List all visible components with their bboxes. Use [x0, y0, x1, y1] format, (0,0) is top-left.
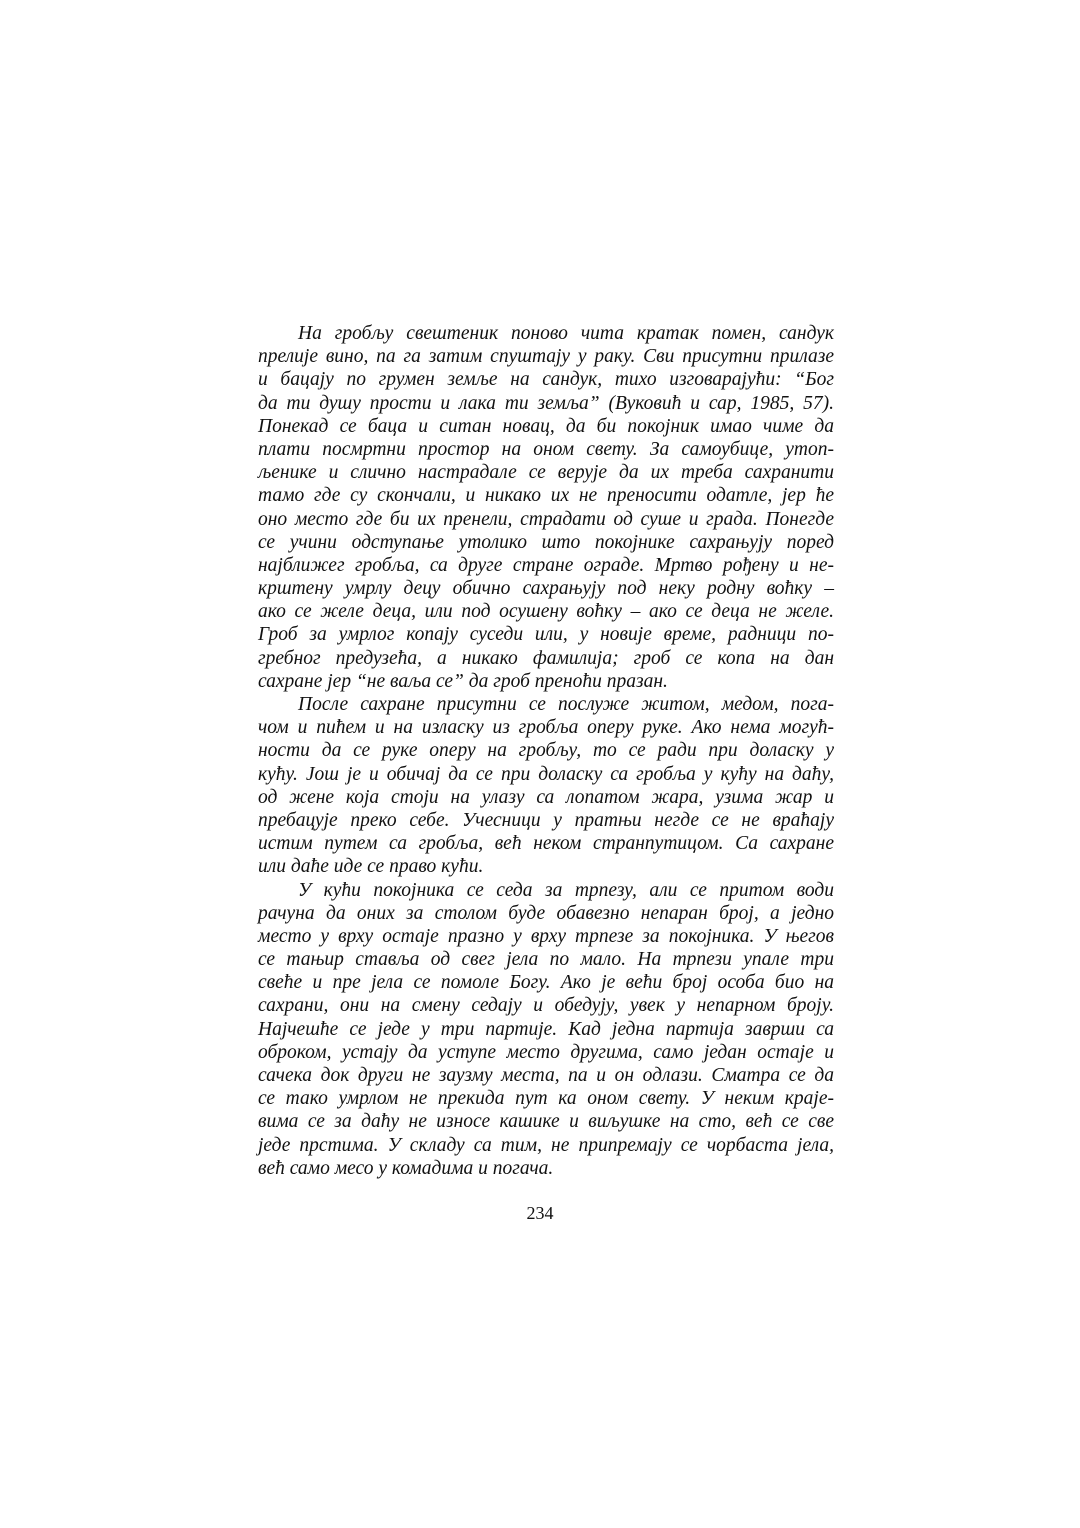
text-line: чом и пићем и на изласку из гробља оперу руке. Ако нема могућ-: [258, 717, 834, 739]
text-line: У кући покојника се седа за трпезу, али се притом води: [298, 879, 834, 901]
text-line: свеће и пре јела се помоле Богу. Ако је већи број особа био на: [258, 972, 834, 994]
text-line: ако се желе деца, или под осушену воћку – ако се деца не желе.: [258, 601, 834, 623]
text-line: тамо где су скончали, и никако их не преносити одатле, јер ће: [258, 485, 834, 507]
text-line: се тако умрлом не прекида пут ка оном свету. У неким краје-: [258, 1088, 834, 1110]
paragraph: [258, 322, 834, 693]
text-line: кућу. Још је и обичај да се при доласку са гробља у кућу на даћу,: [258, 763, 834, 785]
text-line: најближег гробља, са друге стране ограде. Мртво рођену и не-: [258, 554, 834, 576]
text-line: се учини одступање утолико што покојнике сахрањују поред: [258, 531, 834, 553]
text-line: На гробљу свештеник поново чита кратак помен, сандук: [298, 323, 834, 344]
text-line: оно место где би их пренели, страдати од суше и града. Понегде: [258, 508, 834, 530]
page-number: 234: [526, 1203, 554, 1223]
text-line: или даће иде се право кући.: [258, 856, 484, 878]
text-line: крштену умрлу децу обично сахрањују под неку родну воћку –: [258, 578, 834, 600]
text-line: да ти душу прости и лака ти земља” (Вуковић и сар, 1985, 57).: [258, 392, 834, 414]
text-line: пребацује преко себе. Учесници у пратњи негде се не враћају: [258, 809, 834, 831]
text-line: једе прстима. У складу са тим, не припремају се чорбаста јела,: [258, 1134, 834, 1156]
text-line: плати посмртни простор на оном свету. За самоубице, утоп-: [258, 438, 834, 460]
paragraph: [258, 879, 834, 1180]
text-line: сачека док други не заузму места, па и он одлази. Сматра се да: [258, 1065, 834, 1086]
text-line: Најчешће се једе у три партије. Кад једна партија заврши са: [258, 1018, 834, 1040]
text-line: и бацају по грумен земље на сандук, тихо изговарајући: “Бог: [258, 369, 834, 391]
text-line: ности да се руке оперу на гробљу, то се ради при доласку у: [258, 740, 834, 762]
paragraph: [258, 693, 834, 879]
text-line: Гроб за умрлог копају суседи или, у новије време, радници по-: [258, 624, 834, 646]
text-line: већ само месо у комадима и погача.: [258, 1157, 554, 1179]
text-line: рачуна да оних за столом буде обавезно непаран број, а једно: [258, 902, 834, 924]
text-line: Понекад се баца и ситан новац, да би покојник имао чиме да: [258, 415, 834, 437]
text-line: оброком, устају да уступе место другима, само један остаје и: [258, 1041, 834, 1063]
text-line: сахране јер “не ваља се” да гроб преноћи празан.: [258, 670, 668, 692]
body-text: [258, 322, 834, 1180]
text-line: сахрани, они на смену седају и обедују, увек у непарном броју.: [258, 995, 834, 1017]
text-line: место у врху остаје празно у врху трпезе за покојника. У његов: [258, 925, 834, 947]
text-line: гребног предузећа, а никако фамилија; гроб се копа на дан: [258, 647, 834, 669]
text-line: прелије вино, па га затим спуштају у раку. Сви присутни прилазе: [258, 346, 834, 368]
text-line: истим путем са гробља, већ неком странпутицом. Са сахране: [258, 833, 834, 855]
text-line: После сахране присутни се послуже житом, медом, пога-: [298, 694, 834, 715]
text-line: љенике и слично настрадале се верује да их треба сахранити: [258, 462, 834, 484]
text-line: од жене која стоји на улазу са лопатом жара, узима жар и: [258, 786, 834, 808]
text-line: вима се за даћу не износе кашике и виљушке на сто, већ се све: [258, 1111, 834, 1133]
text-line: се тањир ставља од свег јела по мало. На трпези упале три: [258, 949, 834, 971]
